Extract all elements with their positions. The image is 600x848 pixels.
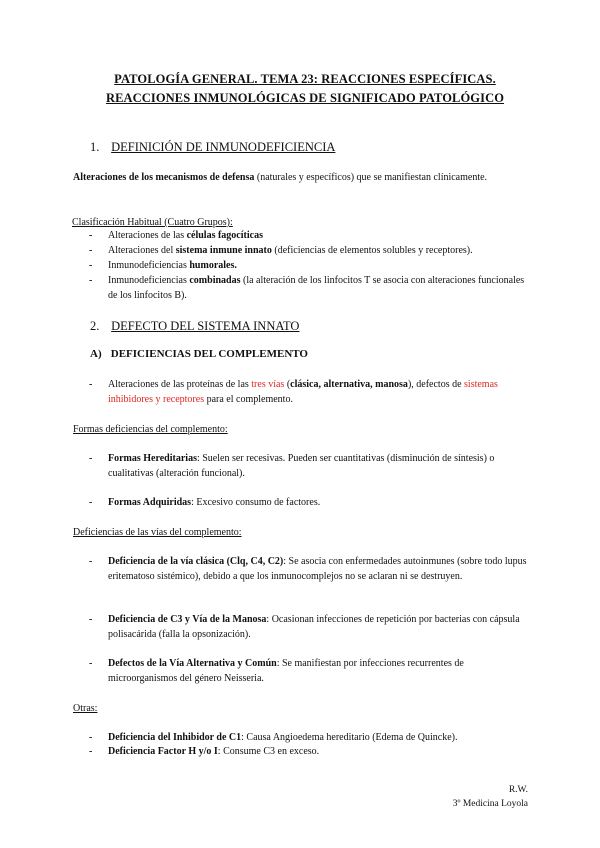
list-item — [89, 495, 529, 510]
item-text: Alteraciones de las — [108, 230, 187, 241]
item-bold: células fagocíticas — [186, 230, 263, 241]
bullet-dash: - — [89, 275, 93, 286]
list-item — [89, 273, 529, 303]
page-footer — [453, 783, 528, 811]
bullet-dash: - — [89, 230, 93, 241]
item-bold: sistema inmune innato — [175, 245, 272, 256]
item-text: ( — [284, 379, 291, 390]
item-text: : Consume C3 en exceso. — [217, 746, 320, 757]
item-text: ), defectos de — [407, 379, 465, 390]
item-bold: humorales. — [189, 260, 237, 271]
highlight-text: sistemas inhibidores y receptores — [108, 379, 498, 405]
formas-label — [73, 422, 533, 437]
list-item — [89, 612, 529, 642]
item-text: : Se asocia con enfermedades autoinmunes (sobre todo lupus eritematoso sistémico), debido a que los inmunocomplejos no se aclaran ni se destruyen. — [108, 556, 527, 582]
bullet-dash: - — [89, 746, 93, 757]
title-line-2: REACCIONES INMUNOLÓGICAS DE SIGNIFICADO PATOLÓGICO — [105, 91, 505, 105]
item-bold: clásica, alternativa, manosa — [290, 379, 408, 390]
page-title — [70, 70, 540, 108]
item-bold: combinadas — [189, 275, 241, 286]
list-item — [89, 377, 529, 407]
item-text: Alteraciones del — [108, 245, 176, 256]
item-text: : Se manifiestan por infecciones recurrentes de microorganismos del género Neisseria. — [108, 658, 464, 684]
bullet-dash: - — [89, 732, 93, 743]
section-2-heading — [90, 318, 299, 334]
item-bold: Deficiencia de C3 y Vía de la Manosa — [108, 614, 267, 625]
bullet-dash: - — [89, 245, 93, 256]
bullet-dash: - — [89, 497, 93, 508]
definition-bold: Alteraciones de los mecanismos de defensa — [73, 172, 255, 183]
section-2-number: 2. — [90, 319, 100, 333]
definition-paragraph — [73, 170, 533, 185]
item-bold: Defectos de la Vía Alternativa y Común — [108, 658, 277, 669]
item-text: (la alteración de los linfocitos T se asocia con alteraciones funcionales de los linfocitos B). — [108, 275, 525, 301]
vias-label — [73, 525, 533, 540]
list-item — [89, 243, 529, 258]
list-item — [89, 258, 529, 273]
item-text: : Ocasionan infecciones de repetición por bacterias con cápsula polisacárida (falla la opsonización). — [108, 614, 520, 640]
highlight-text: tres vías — [251, 379, 285, 390]
formas-label-text: Formas deficiencias del complemento: — [73, 424, 228, 435]
bullet-dash: - — [89, 614, 93, 625]
list-item — [89, 228, 529, 243]
subsection-a-heading — [90, 347, 308, 362]
item-text: Inmunodeficiencias — [108, 275, 190, 286]
item-bold: Deficiencia Factor H y/o I — [108, 746, 218, 757]
item-bold: Formas Hereditarias — [108, 453, 197, 464]
list-item — [89, 554, 529, 584]
otras-label-text: Otras: — [73, 703, 98, 714]
subsection-a-title: DEFICIENCIAS DEL COMPLEMENTO — [110, 348, 308, 360]
item-bold: Deficiencia de la vía clásica (Clq, C4, C2) — [108, 556, 284, 567]
list-item — [89, 730, 529, 745]
item-text: para el complemento. — [204, 394, 293, 405]
bullet-dash: - — [89, 260, 93, 271]
item-bold: Deficiencia del Inhibidor de C1 — [108, 732, 242, 743]
section-2-title: DEFECTO DEL SISTEMA INNATO — [111, 319, 300, 333]
list-item — [89, 744, 529, 759]
item-text: : Excesivo consumo de factores. — [191, 497, 321, 508]
footer-course: 3º Medicina Loyola — [452, 799, 528, 809]
item-bold: Formas Adquiridas — [108, 497, 192, 508]
list-item — [89, 656, 529, 686]
section-1-number: 1. — [90, 140, 100, 154]
definition-rest: (naturales y específicos) que se manifiestan clínicamente. — [254, 172, 488, 183]
section-1-title: DEFINICIÓN DE INMUNODEFICIENCIA — [111, 140, 336, 154]
title-line-1: PATOLOGÍA GENERAL. TEMA 23: REACCIONES ESPECÍFICAS. — [114, 72, 496, 86]
subsection-a-letter: A) — [90, 348, 102, 360]
item-text: : Causa Angioedema hereditario (Edema de Quincke). — [241, 732, 458, 743]
list-item — [89, 451, 529, 481]
bullet-dash: - — [89, 453, 93, 464]
item-text: Alteraciones de las proteínas de las — [108, 379, 252, 390]
vias-label-text: Deficiencias de las vías del complemento: — [73, 527, 242, 538]
item-text: (deficiencias de elementos solubles y receptores). — [271, 245, 473, 256]
bullet-dash: - — [89, 556, 93, 567]
bullet-dash: - — [89, 658, 93, 669]
item-text: Inmunodeficiencias — [108, 260, 190, 271]
otras-label — [73, 701, 533, 716]
footer-author: R.W. — [508, 785, 528, 795]
item-text: : Suelen ser recesivas. Pueden ser cuantitativas (disminución de síntesis) o cualitativas (alteración funcional). — [108, 453, 495, 479]
section-1-heading — [90, 139, 335, 155]
classification-label-text: Clasificación Habitual (Cuatro Grupos): — [72, 217, 233, 228]
bullet-dash: - — [89, 379, 93, 390]
